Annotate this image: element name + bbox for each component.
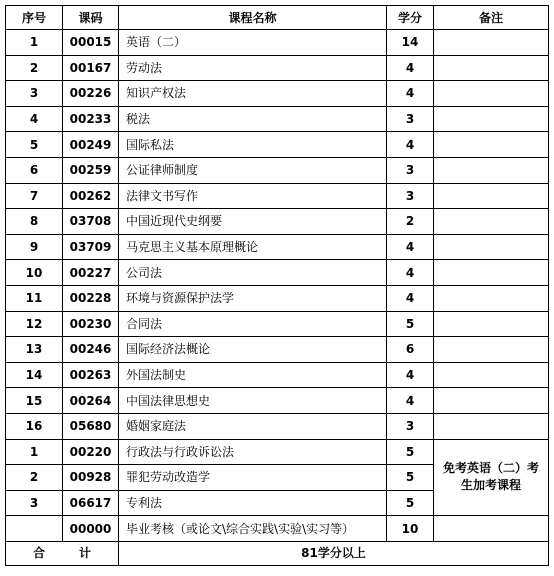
credits-cell: 4 xyxy=(387,362,434,388)
name-cell: 税法 xyxy=(119,106,387,132)
note-cell xyxy=(434,106,549,132)
table-row xyxy=(6,260,549,286)
code-cell: 00226 xyxy=(63,81,119,107)
seq-cell: 3 xyxy=(6,490,63,516)
note-cell xyxy=(434,311,549,337)
seq-cell xyxy=(6,516,63,542)
table-row xyxy=(6,30,549,56)
table-row xyxy=(6,106,549,132)
note-cell xyxy=(434,132,549,158)
note-cell xyxy=(434,362,549,388)
seq-cell: 5 xyxy=(6,132,63,158)
name-cell: 国际私法 xyxy=(119,132,387,158)
seq-cell: 3 xyxy=(6,81,63,107)
name-cell: 英语（二） xyxy=(119,30,387,56)
name-cell: 中国近现代史纲要 xyxy=(119,209,387,235)
table-row xyxy=(6,413,549,439)
credits-cell: 4 xyxy=(387,81,434,107)
code-cell: 05680 xyxy=(63,413,119,439)
note-cell xyxy=(434,234,549,260)
seq-cell: 2 xyxy=(6,55,63,81)
name-cell: 劳动法 xyxy=(119,55,387,81)
table-row xyxy=(6,311,549,337)
note-cell xyxy=(434,55,549,81)
table-row xyxy=(6,516,549,542)
table-row xyxy=(6,209,549,235)
credits-cell: 4 xyxy=(387,132,434,158)
table-row xyxy=(6,234,549,260)
note-cell xyxy=(434,337,549,363)
seq-cell: 15 xyxy=(6,388,63,414)
note-cell xyxy=(434,30,549,56)
note-cell xyxy=(434,209,549,235)
code-cell: 03709 xyxy=(63,234,119,260)
credits-cell: 4 xyxy=(387,260,434,286)
seq-cell: 10 xyxy=(6,260,63,286)
seq-cell: 12 xyxy=(6,311,63,337)
name-cell: 中国法律思想史 xyxy=(119,388,387,414)
total-value: 81学分以上 xyxy=(119,541,549,565)
note-cell xyxy=(434,183,549,209)
credits-cell: 4 xyxy=(387,388,434,414)
elective-note: 免考英语（二）考生加考课程 xyxy=(434,439,549,516)
name-cell: 马克思主义基本原理概论 xyxy=(119,234,387,260)
name-cell: 专利法 xyxy=(119,490,387,516)
code-cell: 00233 xyxy=(63,106,119,132)
seq-cell: 8 xyxy=(6,209,63,235)
credits-cell: 3 xyxy=(387,157,434,183)
note-cell xyxy=(434,260,549,286)
name-cell: 外国法制史 xyxy=(119,362,387,388)
credits-cell: 3 xyxy=(387,183,434,209)
header-seq: 序号 xyxy=(6,6,63,30)
seq-cell: 1 xyxy=(6,439,63,465)
seq-cell: 7 xyxy=(6,183,63,209)
name-cell: 公司法 xyxy=(119,260,387,286)
code-cell: 00263 xyxy=(63,362,119,388)
code-cell: 00249 xyxy=(63,132,119,158)
code-cell: 00227 xyxy=(63,260,119,286)
credits-cell: 14 xyxy=(387,30,434,56)
table-row xyxy=(6,337,549,363)
table-row xyxy=(6,157,549,183)
table-row xyxy=(6,362,549,388)
code-cell: 00264 xyxy=(63,388,119,414)
seq-cell: 14 xyxy=(6,362,63,388)
credits-cell: 5 xyxy=(387,465,434,491)
note-cell xyxy=(434,413,549,439)
credits-cell: 5 xyxy=(387,439,434,465)
credits-cell: 6 xyxy=(387,337,434,363)
header-note: 备注 xyxy=(434,6,549,30)
credits-cell: 4 xyxy=(387,55,434,81)
seq-cell: 2 xyxy=(6,465,63,491)
total-label xyxy=(6,541,119,565)
name-cell: 法律文书写作 xyxy=(119,183,387,209)
seq-cell: 1 xyxy=(6,30,63,56)
name-cell: 行政法与行政诉讼法 xyxy=(119,439,387,465)
seq-cell: 16 xyxy=(6,413,63,439)
credits-cell: 4 xyxy=(387,285,434,311)
code-cell: 00259 xyxy=(63,157,119,183)
code-cell: 00262 xyxy=(63,183,119,209)
table-row xyxy=(6,132,549,158)
name-cell: 知识产权法 xyxy=(119,81,387,107)
code-cell: 03708 xyxy=(63,209,119,235)
code-cell: 00220 xyxy=(63,439,119,465)
table-row xyxy=(6,55,549,81)
credits-cell: 3 xyxy=(387,413,434,439)
seq-cell: 11 xyxy=(6,285,63,311)
note-cell xyxy=(434,157,549,183)
code-cell: 00228 xyxy=(63,285,119,311)
header-code: 课码 xyxy=(63,6,119,30)
credits-cell: 10 xyxy=(387,516,434,542)
table-row xyxy=(6,388,549,414)
name-cell: 罪犯劳动改造学 xyxy=(119,465,387,491)
name-cell: 合同法 xyxy=(119,311,387,337)
code-cell: 00246 xyxy=(63,337,119,363)
total-label-a: 合 xyxy=(32,546,45,561)
credits-cell: 4 xyxy=(387,234,434,260)
code-cell: 00230 xyxy=(63,311,119,337)
credits-cell: 2 xyxy=(387,209,434,235)
name-cell: 公证律师制度 xyxy=(119,157,387,183)
credits-cell: 3 xyxy=(387,106,434,132)
code-cell: 00000 xyxy=(63,516,119,542)
header-row xyxy=(6,6,549,30)
name-cell: 国际经济法概论 xyxy=(119,337,387,363)
name-cell: 毕业考核（或论文\综合实践\实验\实习等） xyxy=(119,516,387,542)
code-cell: 00167 xyxy=(63,55,119,81)
name-cell: 环境与资源保护法学 xyxy=(119,285,387,311)
header-name: 课程名称 xyxy=(119,6,387,30)
code-cell: 00928 xyxy=(63,465,119,491)
total-label-b: 计 xyxy=(78,546,91,561)
table-row xyxy=(6,285,549,311)
seq-cell: 13 xyxy=(6,337,63,363)
code-cell: 00015 xyxy=(63,30,119,56)
table-row xyxy=(6,439,549,465)
code-cell: 06617 xyxy=(63,490,119,516)
table-row xyxy=(6,81,549,107)
note-cell xyxy=(434,285,549,311)
total-row xyxy=(6,541,549,565)
header-credits: 学分 xyxy=(387,6,434,30)
note-cell xyxy=(434,388,549,414)
seq-cell: 9 xyxy=(6,234,63,260)
seq-cell: 6 xyxy=(6,157,63,183)
note-cell xyxy=(434,516,549,542)
seq-cell: 4 xyxy=(6,106,63,132)
course-table xyxy=(5,5,549,566)
credits-cell: 5 xyxy=(387,490,434,516)
credits-cell: 5 xyxy=(387,311,434,337)
name-cell: 婚姻家庭法 xyxy=(119,413,387,439)
table-row xyxy=(6,183,549,209)
note-cell xyxy=(434,81,549,107)
